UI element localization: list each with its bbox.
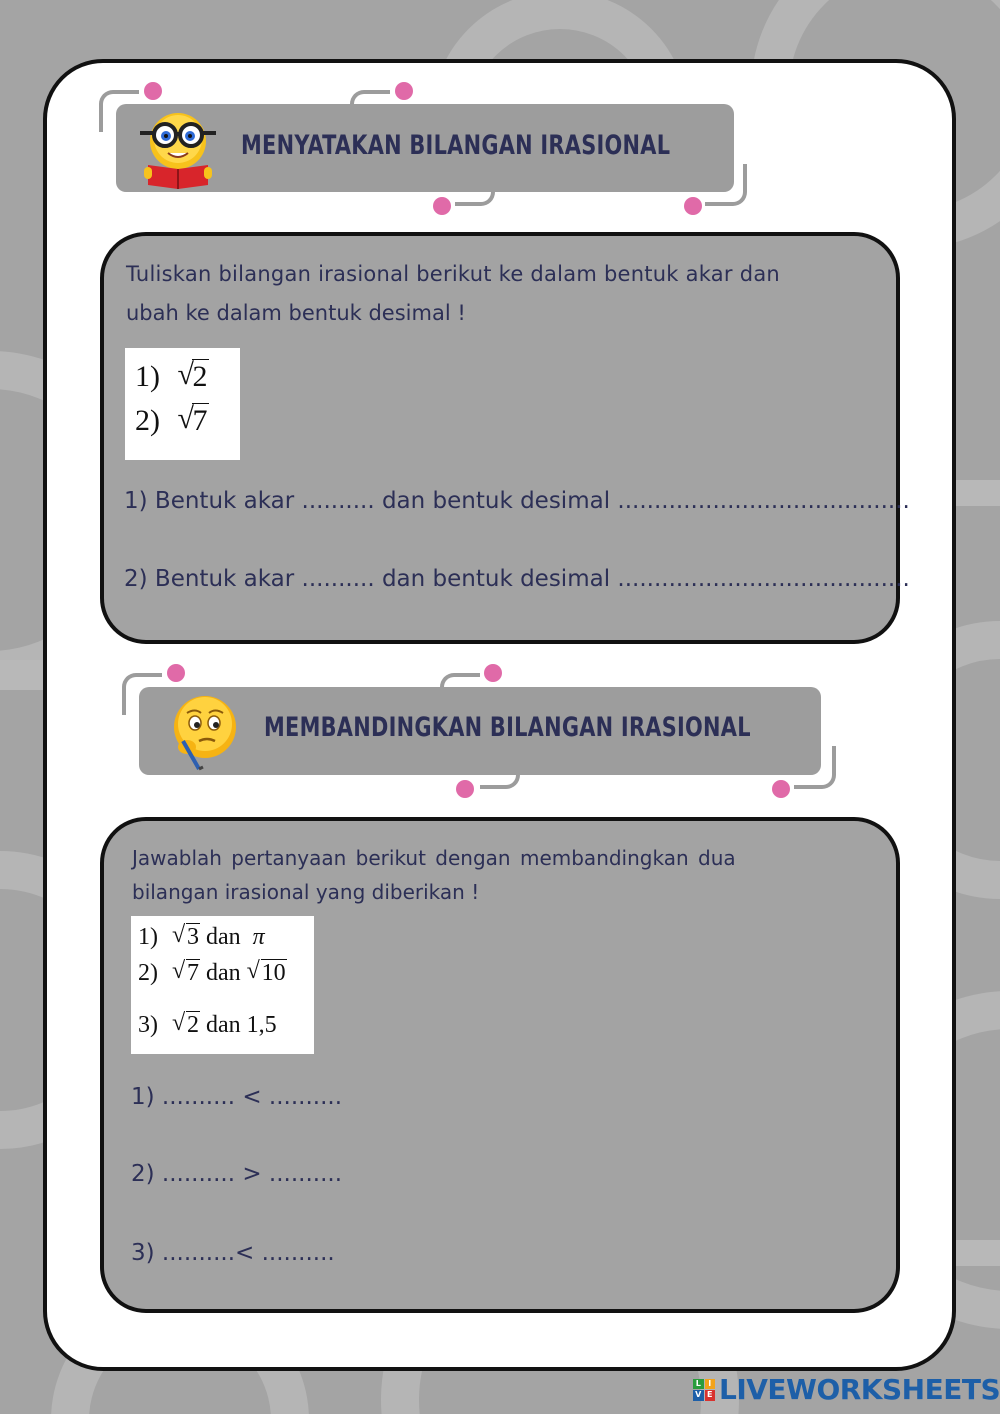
banner1-dot-4 (684, 197, 702, 215)
banner1-dot-1 (144, 82, 162, 100)
radicand: 2 (192, 360, 208, 393)
right-value: π (252, 924, 265, 950)
conjunction: dan (206, 960, 241, 986)
left-radicand: 2 (187, 1012, 199, 1038)
banner1-dot-3 (433, 197, 451, 215)
section2-answer-1[interactable]: 1) .......... < .......... (131, 1084, 343, 1110)
section1-problem-2: 2) √ 7 (135, 402, 208, 437)
left-radicand: 7 (187, 960, 199, 986)
section2-answer-3[interactable]: 3) ..........< .......... (131, 1240, 335, 1266)
right-radicand: 10 (261, 960, 286, 986)
problem-number: 3) (138, 1012, 158, 1038)
thinking-emoji-pencil-icon (167, 691, 243, 771)
liveworksheets-text: LIVEWORKSHEETS (719, 1373, 1000, 1406)
section1-banner (116, 104, 734, 192)
section2-banner (139, 687, 821, 775)
banner2-dot-4 (772, 780, 790, 798)
section2-problem-box (131, 916, 314, 1054)
section1-answer-1[interactable]: 1) Bentuk akar .......... dan bentuk desimal ........................................ (124, 488, 910, 514)
section1-problem-1: 1) √ 2 (135, 358, 208, 393)
section2-title: MEMBANDINGKAN BILANGAN IRASIONAL (264, 712, 751, 743)
problem-number: 1) (135, 360, 160, 393)
banner2-dot-1 (167, 664, 185, 682)
liveworksheets-logo-icon: L I V E (693, 1379, 715, 1401)
radicand: 7 (192, 404, 208, 437)
banner2-dot-2 (484, 664, 502, 682)
right-value: 1,5 (246, 1012, 277, 1038)
banner2-dot-3 (456, 780, 474, 798)
problem-number: 1) (138, 924, 158, 950)
problem-number: 2) (135, 404, 160, 437)
section1-title: MENYATAKAN BILANGAN IRASIONAL (241, 130, 671, 161)
section2-problem-3: 3) √ 2 dan 1,5 (138, 1010, 277, 1038)
section1-answer-2[interactable]: 2) Bentuk akar .......... dan bentuk desimal ........................................ (124, 566, 910, 592)
section1-instruction-line2: ubah ke dalam bentuk desimal ! (126, 301, 466, 325)
section1-problem-box (125, 348, 240, 460)
section2-problem-1: 1) √ 3 dan π (138, 922, 265, 950)
banner1-dot-2 (395, 82, 413, 100)
left-radicand: 3 (187, 924, 199, 950)
liveworksheets-brand[interactable] (693, 1373, 1000, 1406)
section2-answer-2[interactable]: 2) .......... > .......... (131, 1161, 343, 1187)
nerd-emoji-reading-icon (138, 109, 218, 189)
section2-problem-2: 2) √ 7 dan √ 10 (138, 958, 286, 986)
problem-number: 2) (138, 960, 158, 986)
section2-instruction-line1: Jawablah pertanyaan berikut dengan membandingkan dua (132, 846, 736, 870)
conjunction: dan (206, 1012, 241, 1038)
conjunction: dan (206, 924, 241, 950)
section2-instruction-line2: bilangan irasional yang diberikan ! (132, 880, 480, 904)
section1-instruction-line1: Tuliskan bilangan irasional berikut ke dalam bentuk akar dan (126, 262, 780, 286)
